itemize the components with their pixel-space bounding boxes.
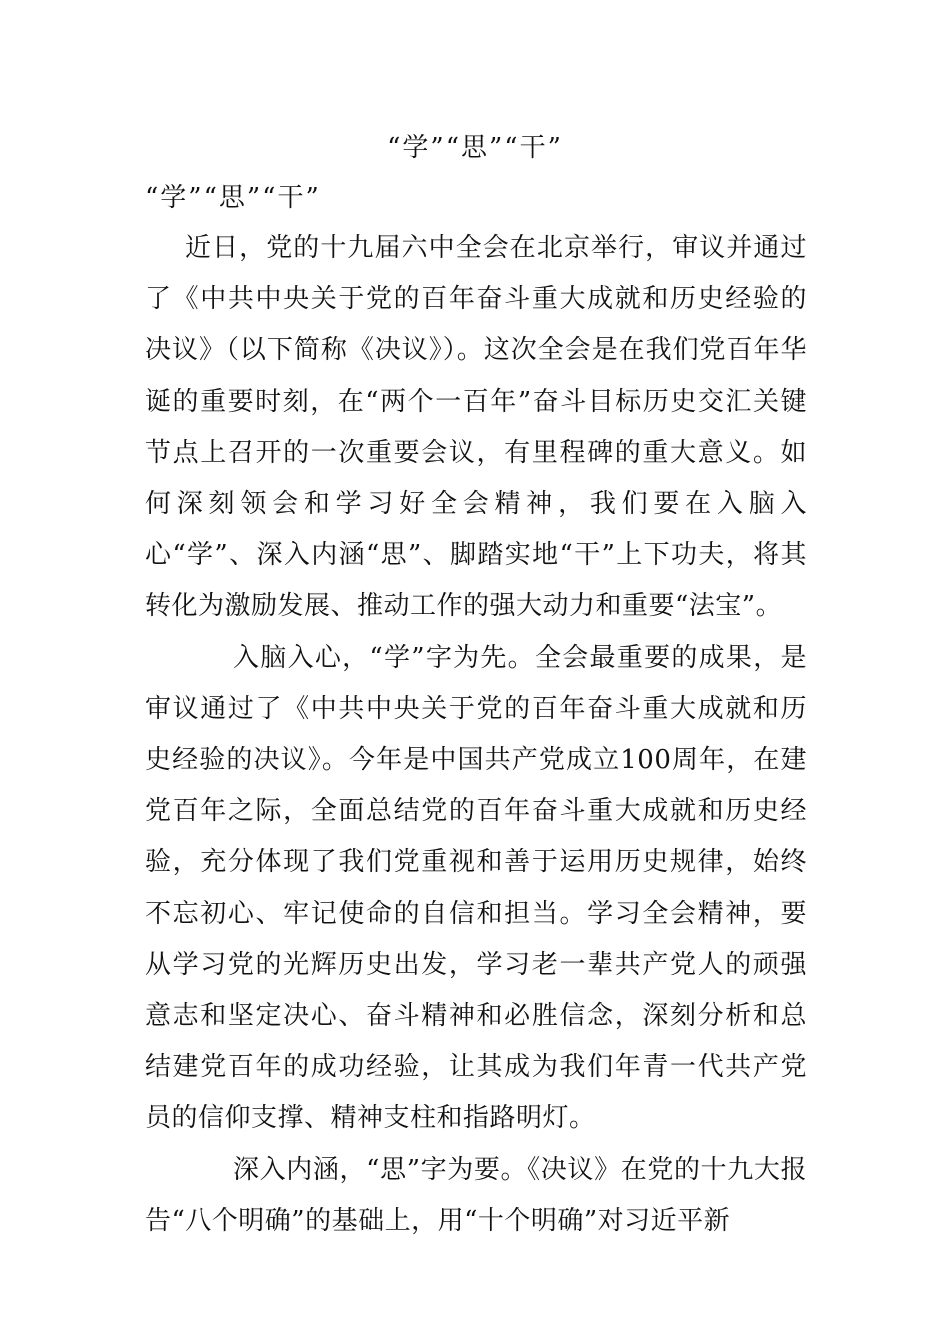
document-body [145,223,807,1247]
paragraph-3: 深入内涵，“思”字为要。《决议》在党的十九大报告“八个明确”的基础上，用“十个明确”对习近平新 [145,1154,807,1236]
document-title: “学”“思”“干” [387,133,563,163]
paragraph-1: 近日，党的十九届六中全会在北京举行，审议并通过了《中共中央关于党的百年奋斗重大成就和历史经验的决议》（以下简称《决议》）。这次全会是在我们党百年华诞的重要时刻，在“两个一百年”奋斗目标历史交汇关键节点上召开的一次重要会议，有里程碑的重大意义。如何深刻领会和学习好全会精神，我们要在入脑入心“学”、深入内涵“思”、脚踏实地“干”上下功夫，将其转化为激励发展、推动工作的强大动力和重要“法宝”。 [145,233,807,622]
document-subtitle: “学”“思”“干” [145,183,321,213]
paragraph-2: 入脑入心，“学”字为先。全会最重要的成果，是审议通过了《中共中央关于党的百年奋斗重大成就和历史经验的决议》。今年是中国共产党成立100周年，在建党百年之际，全面总结党的百年奋斗重大成就和历史经验，充分体现了我们党重视和善于运用历史规律，始终不忘初心、牢记使命的自信和担当。学习全会精神，要从学习党的光辉历史出发，学习老一辈共产党人的顽强意志和坚定决心、奋斗精神和必胜信念，深刻分析和总结建党百年的成功经验，让其成为我们年青一代共产党员的信仰支撑、精神支柱和指路明灯。 [145,642,807,1134]
